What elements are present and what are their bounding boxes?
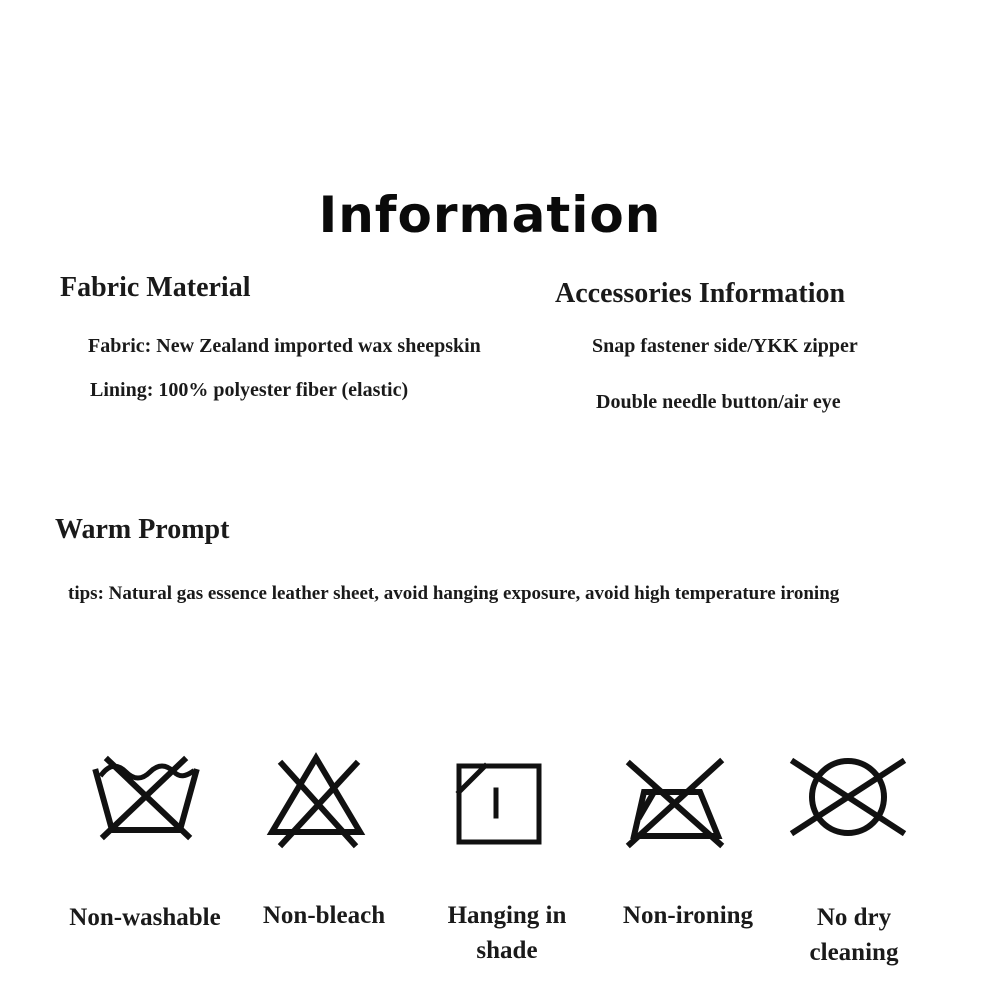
accessory-line: Double needle button/air eye [596, 391, 841, 413]
no-wash-icon [88, 752, 204, 842]
fabric-heading: Fabric Material [60, 272, 251, 303]
fabric-line: Fabric: New Zealand imported wax sheepskin [88, 335, 481, 357]
no-dry-clean-icon [786, 752, 910, 842]
no-bleach-icon [264, 750, 368, 850]
care-label: Non-ironing [622, 902, 754, 929]
accessory-line: Snap fastener side/YKK zipper [592, 335, 858, 357]
accessories-heading: Accessories Information [555, 278, 846, 309]
tips-text: tips: Natural gas essence leather sheet, avoid hanging exposure, avoid high temperature ironing [68, 583, 840, 604]
dry-in-shade-icon [455, 762, 543, 846]
care-label: Non-washable [69, 904, 221, 931]
lining-line: Lining: 100% polyester fiber (elastic) [90, 379, 409, 401]
care-label: Hanging in shade [447, 902, 567, 964]
care-label: Non-bleach [262, 902, 386, 929]
care-label: No dry cleaning [809, 904, 899, 966]
warm-prompt-heading: Warm Prompt [55, 514, 230, 545]
page-title: Information [318, 186, 662, 244]
no-iron-icon [620, 752, 730, 852]
